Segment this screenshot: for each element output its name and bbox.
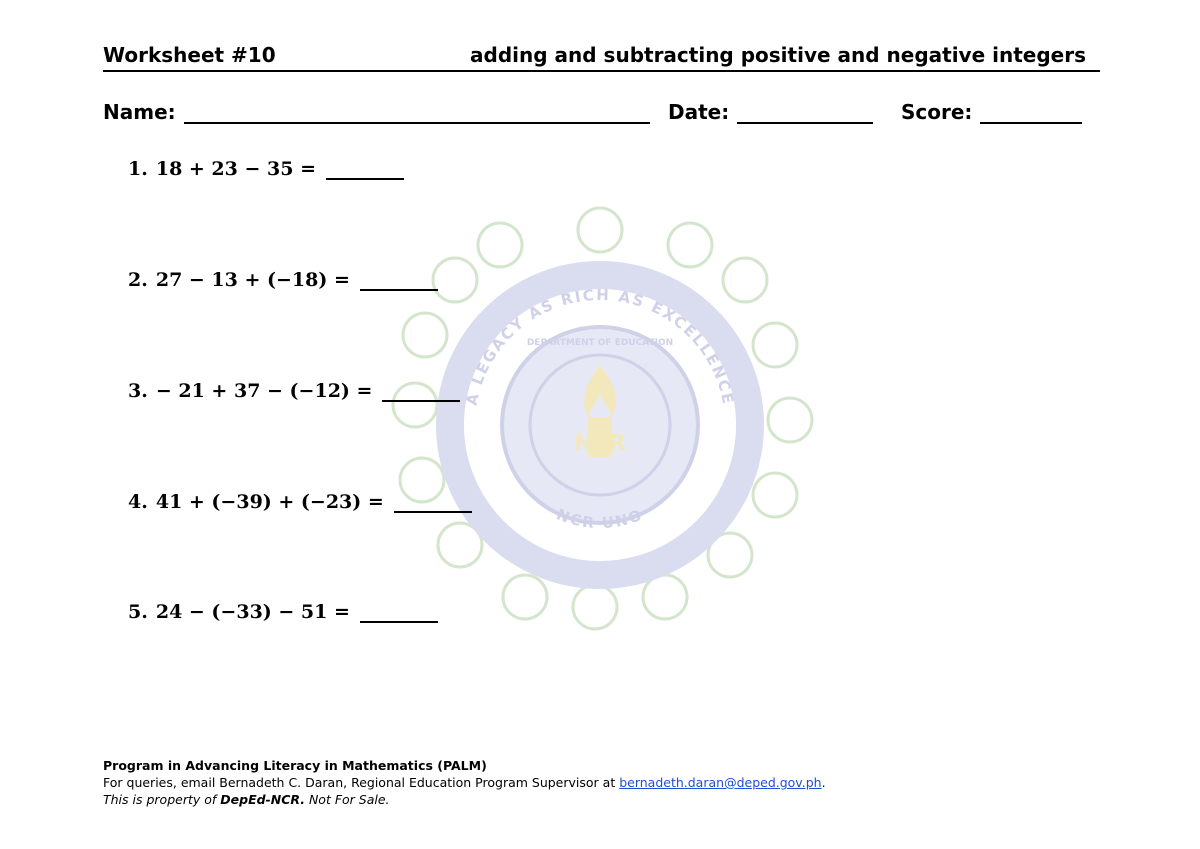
worksheet-header (103, 42, 1100, 72)
date-blank[interactable] (737, 100, 873, 124)
date-field[interactable] (668, 100, 873, 124)
division-seal-icon (433, 258, 477, 302)
worksheet-number: Worksheet #10 (103, 43, 276, 67)
program-name: Program in Advancing Literacy in Mathematics (PALM) (103, 758, 487, 773)
problem-expression: 24 − (−33) − 51 = (155, 601, 350, 623)
answer-blank[interactable] (360, 607, 438, 623)
name-field[interactable] (103, 100, 650, 124)
division-seal-icon (753, 473, 797, 517)
problem-item (128, 158, 404, 180)
division-seal-icon (403, 313, 447, 357)
watermark-ring-text-top: A LEGACY AS RICH AS EXCELLENCE (462, 285, 738, 407)
division-seal-icon (503, 575, 547, 619)
problem-item (128, 491, 472, 513)
problem-item (128, 269, 438, 291)
problem-number: 5. (128, 601, 148, 623)
contact-suffix: . (821, 775, 826, 790)
answer-blank[interactable] (360, 275, 438, 291)
division-seal-icon (753, 323, 797, 367)
watermark-inner-text: DEPARTMENT OF EDUCATION (526, 338, 674, 348)
answer-blank[interactable] (326, 164, 404, 180)
worksheet-footer (103, 757, 826, 808)
property-suffix: Not For Sale. (304, 792, 390, 807)
answer-blank[interactable] (382, 386, 460, 402)
contact-line (103, 774, 826, 791)
answer-blank[interactable] (394, 497, 472, 513)
problem-number: 1. (128, 158, 148, 180)
problem-item (128, 601, 438, 623)
contact-email-link[interactable]: bernadeth.daran@deped.gov.ph (619, 775, 822, 790)
division-seal-icon (578, 208, 622, 252)
score-blank[interactable] (980, 100, 1082, 124)
problem-expression: − 21 + 37 − (−12) = (155, 380, 373, 402)
problem-number: 4. (128, 491, 148, 513)
division-seal-icon (573, 585, 617, 629)
watermark-ring-text-bottom: NCR UNO (553, 505, 647, 533)
problem-item (128, 380, 460, 402)
division-seal-icon (768, 398, 812, 442)
student-info-row (103, 100, 1100, 130)
problem-expression: 18 + 23 − 35 = (155, 158, 316, 180)
name-label: Name: (103, 100, 176, 124)
contact-text: For queries, email Bernadeth C. Daran, Regional Education Program Supervisor at (103, 775, 620, 790)
watermark-center-text: NCR (574, 431, 626, 456)
problem-number: 3. (128, 380, 148, 402)
problem-number: 2. (128, 269, 148, 291)
date-label: Date: (668, 100, 730, 124)
division-seal-icon (478, 223, 522, 267)
deped-ncr-watermark-logo (380, 205, 820, 645)
division-seal-icon (668, 223, 712, 267)
problem-expression: 41 + (−39) + (−23) = (155, 491, 384, 513)
division-seal-icon (723, 258, 767, 302)
division-seal-icon (643, 575, 687, 619)
property-prefix: This is property of (103, 792, 221, 807)
property-owner: DepEd-NCR. (220, 792, 305, 807)
score-label: Score: (901, 100, 973, 124)
problem-expression: 27 − 13 + (−18) = (155, 269, 350, 291)
worksheet-topic: adding and subtracting positive and negative integers (470, 43, 1086, 67)
name-blank[interactable] (184, 100, 650, 124)
score-field[interactable] (901, 100, 1082, 124)
property-notice (103, 791, 826, 808)
